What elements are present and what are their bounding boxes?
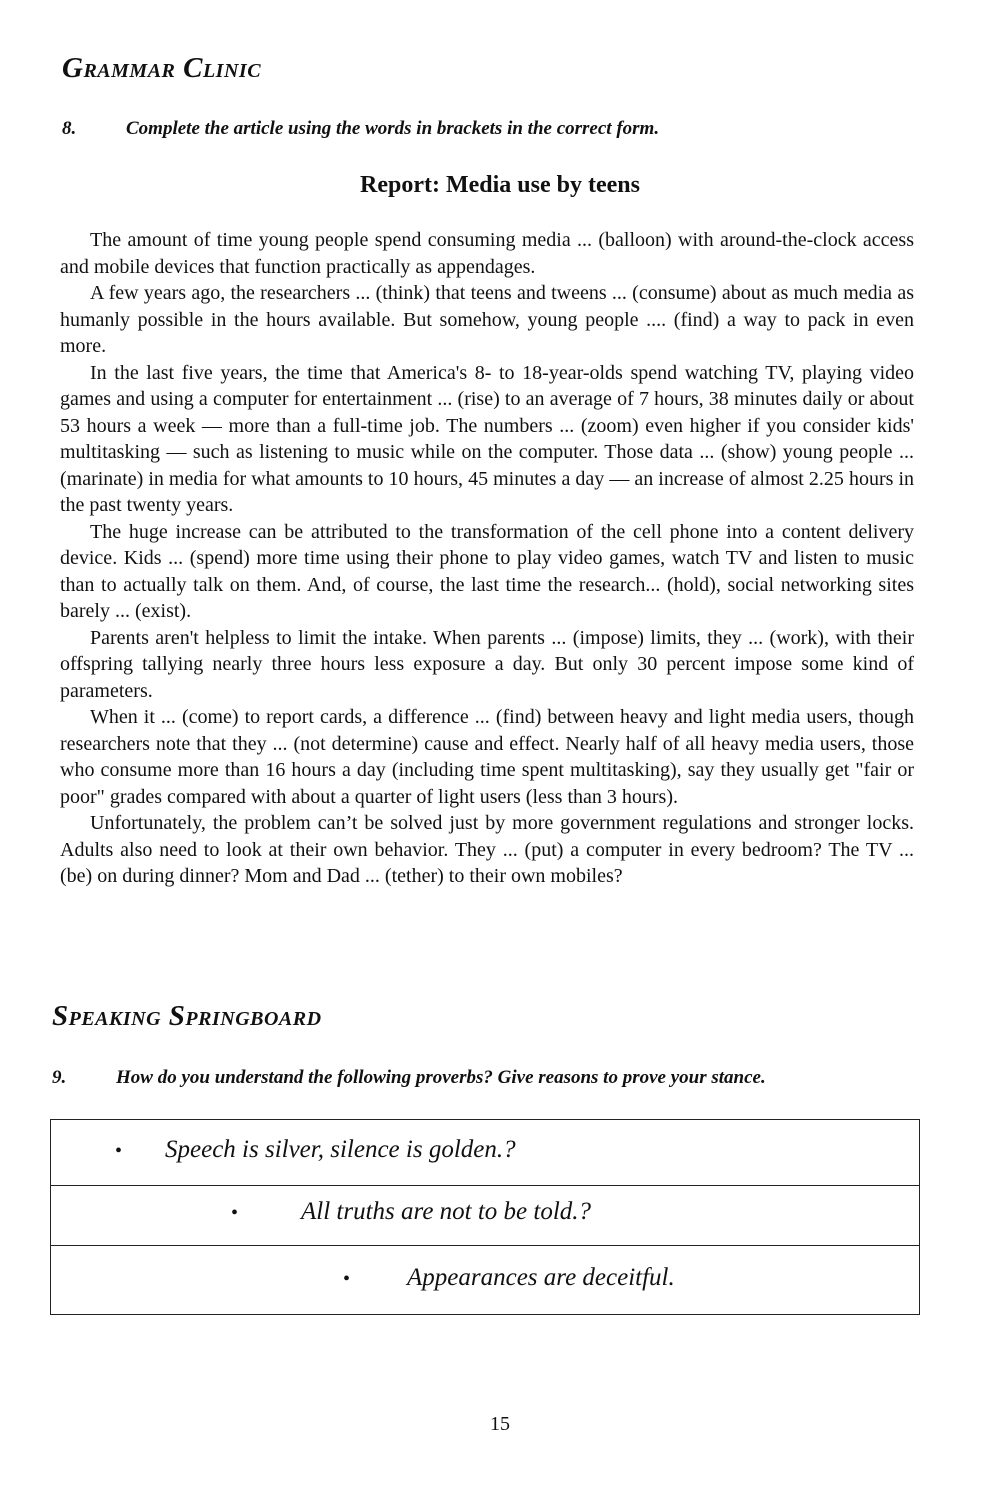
proverb-text: Appearances are deceitful.: [407, 1264, 675, 1291]
article-body: [60, 227, 914, 890]
grammar-clinic-heading: Grammar Clinic: [62, 52, 262, 84]
proverb-row: [51, 1246, 919, 1314]
proverb-row: [51, 1120, 919, 1186]
article-paragraph: When it ... (come) to report cards, a difference ... (find) between heavy and light media users, though researchers note that they ... (not determine) cause and effect. Nearly half of all heavy media users, those who consume more than 16 hours a day (including time spent multitasking), say they usually get "fair or poor" grades compared with about a quarter of light users (less than 3 hours).: [60, 706, 914, 808]
article-paragraph: The amount of time young people spend consuming media ... (balloon) with around-the-clock access and mobile devices that function practically as appendages.: [60, 229, 914, 278]
task-9-instruction: [52, 1067, 766, 1089]
task-8-instruction: [62, 118, 659, 140]
proverb-row: [51, 1186, 919, 1246]
page-number: 15: [490, 1413, 510, 1435]
article-paragraph: The huge increase can be attributed to the transformation of the cell phone into a content delivery device. Kids ... (spend) more time using their phone to play video games, watch TV and listen to music than to actually talk on them. And, of course, the last time the research... (hold), social networking sites barely ... (exist).: [60, 520, 914, 622]
task-8-number: 8.: [62, 118, 77, 139]
speaking-springboard-heading: Speaking Springboard: [52, 1000, 322, 1032]
article-paragraph: Unfortunately, the problem can’t be solved just by more government regulations and stronger locks. Adults also need to look at their own behavior. They ... (put) a computer in every bedroom? The TV ... (be) on during dinner? Mom and Dad ... (tether) to their own mobiles?: [60, 812, 914, 887]
article-paragraph: A few years ago, the researchers ... (think) that teens and tweens ... (consume) about as much media as humanly possible in the hours available. But somehow, young people .... (find) a way to pack in even more.: [60, 282, 914, 357]
task-9-text: How do you understand the following proverbs? Give reasons to prove your stance.: [116, 1067, 766, 1088]
article-paragraph: In the last five years, the time that America's 8- to 18-year-olds spend watching TV, playing video games and using a computer for entertainment ... (rise) to an average of 7 hours, 38 minutes daily or about 53 hours a week — more than a full-time job. The numbers ... (zoom) even higher if you consider kids' multitasking — such as listening to music while on the computer. Those data ... (show) young people ... (marinate) in media for what amounts to 10 hours, 45 minutes a day — an increase of almost 2.25 hours in the past twenty years.: [60, 361, 914, 516]
bullet-icon: •: [343, 1268, 351, 1290]
proverbs-table: [50, 1119, 920, 1315]
bullet-icon: •: [231, 1202, 239, 1224]
article-title: Report: Media use by teens: [360, 172, 640, 198]
task-9-number: 9.: [52, 1067, 67, 1088]
proverb-text: All truths are not to be told.?: [301, 1198, 592, 1225]
proverb-text: Speech is silver, silence is golden.?: [165, 1136, 516, 1163]
task-8-text: Complete the article using the words in brackets in the correct form.: [126, 118, 660, 139]
bullet-icon: •: [115, 1140, 123, 1162]
article-paragraph: Parents aren't helpless to limit the intake. When parents ... (impose) limits, they ... (work), with their offspring tallying nearly three hours less exposure a day. But only 30 percent impose some kind of parameters.: [60, 626, 914, 702]
